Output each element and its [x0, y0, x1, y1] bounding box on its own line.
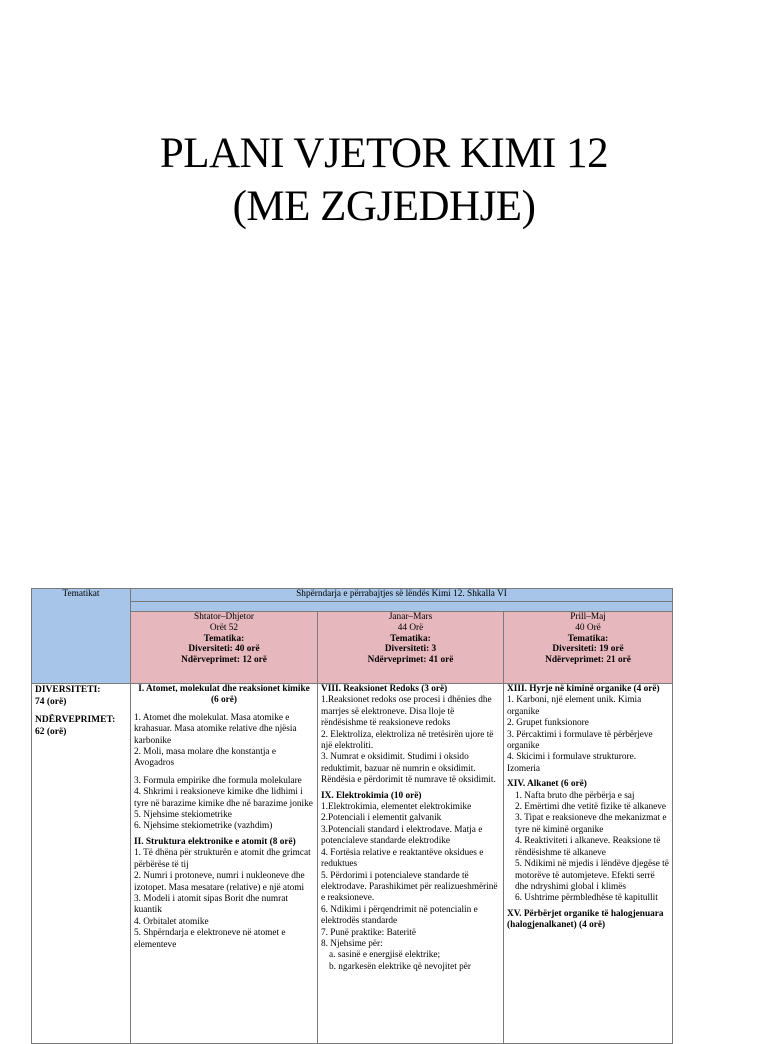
document-title-line-2: (ME ZGJEDHJE)	[232, 183, 536, 230]
header-spacer	[131, 602, 673, 612]
content-col-2: VIII. Reaksionet Redoks (3 orë) 1.Reaksionet redoks ose procesi i dhënies dhe marrjes së elektroneve. Disa lloje të rëndësishme të reaksioneve redoks 2. Elektroliza, elektroliza në tretësirën ujore të një elektroliti. 3. Numrat e oksidimit. Studimi i oksido reduktimit, bazuar në numrin e oksidimit. Rëndësia e përdorimit të numrave të oksidimit. IX. Elektrokimia (10 orë) 1.Elektrokimia, elementet elektrokimike 2.Potenciali i elementit galvanik 3.Potenciali standard i elektrodave. Matja e potencialeve standarde elektrodike 4. Fortësia relative e reaktantëve oksidues e reduktues 5. Përdorimi i potencialeve standarde të elektrodave. Parashikimet për realizueshmërinë e reaksioneve. 6. Ndikimi i përqendrimit në potencialin e elektrodës standarde 7. Punë praktike: Bateritë 8. Njehsime për: a. sasinë e energjisë elektrike; b. ngarkesën elektrike që nevojitet për	[318, 684, 504, 1044]
period-header-3: Prill–Maj 40 Orë Tematika: Diversiteti: 19 orë Ndërveprimet: 21 orë	[504, 612, 673, 684]
annual-plan-table	[31, 588, 673, 1044]
content-col-3: XIII. Hyrje në kiminë organike (4 orë) 1. Karboni, një element unik. Kimia organike 2. Grupet funksionore 3. Përcaktimi i formulave të përbërjeve organike 4. Skicimi i formulave strukturore. Izomeria XIV. Alkanet (6 orë) 1. Nafta bruto dhe përbërja e saj 2. Emërtimi dhe vetitë fizike të alkaneve 3. Tipat e reaksioneve dhe mekanizmat e tyre në kiminë organike 4. Reaktiviteti i alkaneve. Reaksione të rëndësishme të alkaneve 5. Ndikimi në mjedis i lëndëve djegëse të motorëve të automjeteve. Efekti serrë dhe ndryshimi global i klimës 6. Ushtrime përmbledhëse të kapitullit XV. Përbërjet organike të halogjenuara (halogjenalkanet) (4 orë)	[504, 684, 673, 1044]
period-header-1: Shtator–Dhjetor Orët 52 Tematika: Diversiteti: 40 orë Ndërveprimet: 12 orë	[131, 612, 318, 684]
header-distribution: Shpërndarja e përrabajtjes së lëndës Kimi 12. Shkalla VI	[131, 589, 673, 602]
header-tematikat: Tematikat	[32, 589, 131, 684]
period-header-2: Janar–Mars 44 Orë Tematika: Diversiteti: 3 Ndërveprimet: 41 orë	[318, 612, 504, 684]
document-title-line-1: PLANI VJETOR KIMI 12	[159, 130, 609, 177]
content-col-1: I. Atomet, molekulat dhe reaksionet kimike (6 orë) 1. Atomet dhe molekulat. Masa atomike e krahasuar. Masa atomike relative dhe njësia karbonike 2. Moli, masa molare dhe konstantja e Avogadros 3. Formula empirike dhe formula molekulare 4. Shkrimi i reaksioneve kimike dhe lidhimi i tyre në barazime kimike dhe në barazime jonike 5. Njehsime stekiometrike 6. Njehsime stekiometrike (vazhdim) II. Struktura elektronike e atomit (8 orë) 1. Të dhëna për strukturën e atomit dhe grimcat përbërëse të tij 2. Numri i protoneve, numri i nukleoneve dhe izotopet. Masa mesatare (relative) e një atomi 3. Modeli i atomit sipas Borit dhe numrat kuantik 4. Orbitalet atomike 5. Shpërndarja e elektroneve në atomet e elementeve	[131, 684, 318, 1044]
totals-cell: DIVERSITETI: 74 (orë) NDËRVEPRIMET: 62 (orë)	[32, 684, 131, 1044]
